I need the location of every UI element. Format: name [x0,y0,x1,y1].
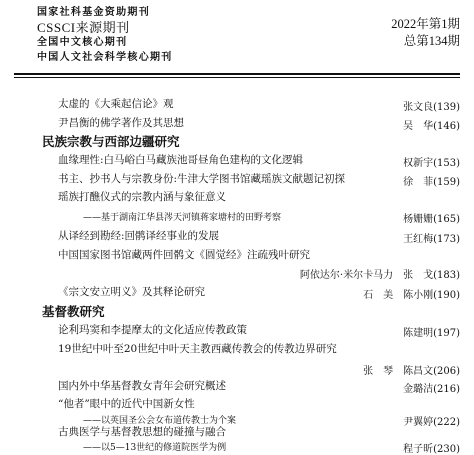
toc-entry-title[interactable]: 太虚的《大乘起信论》观 [58,98,174,110]
toc-entry-title[interactable]: “他者”眼中的近代中国新女性 [58,398,195,410]
total-issue: 总第134期 [403,34,460,48]
header-line-humanities: 中国人文社会科学核心期刊 [37,52,173,63]
toc-entry-title[interactable]: 尹昌衡的佛学著作及其思想 [58,117,184,129]
header-line-core: 全国中文核心期刊 [37,37,128,48]
year-issue: 2022年第1期 [391,17,460,31]
toc-entry-subtitle: ——以5—13世纪的修道院医学为例 [83,443,227,453]
toc-entry-title[interactable]: 19世纪中叶至20世纪中叶天主教西藏传教会的传教边界研究 [58,343,337,355]
toc-entry-author-page: 王红梅(173) [403,234,460,245]
section-heading-ethnic-religion: 民族宗教与西部边疆研究 [42,135,180,149]
toc-entry-author-page: 金璐洁(216) [403,384,460,395]
toc-entry-author-page: 尹翼婷(222) [403,417,460,428]
toc-entry-author-page: 阿依达尔·米尔卡马力 张 戈(183) [299,270,460,281]
toc-entry-title[interactable]: 论利玛窦和李提摩太的文化适应传教政策 [58,324,247,336]
toc-entry-author-page: 张 琴 陈昌文(206) [363,366,460,377]
toc-entry-author-page: 张文良(139) [403,102,460,113]
toc-entry-title[interactable]: 书主、抄书人与宗教身份:牛津大学图书馆藏瑶族文献题记初探 [58,173,346,185]
toc-entry-title[interactable]: 血缘理性:白马峪白马藏族池哥昼角色建构的文化逻辑 [58,154,304,166]
toc-entry-author-page: 杨姗姗(165) [403,214,460,225]
toc-entry-subtitle: ——以英国圣公会女布道传教士为个案 [83,416,237,426]
header-line-nssf: 国家社科基金资助期刊 [37,7,150,18]
toc-entry-author-page: 徐 菲(159) [403,177,460,188]
toc-entry-author-page: 陈建明(197) [403,328,460,339]
toc-entry-title[interactable]: 《宗文安立明义》及其释论研究 [58,286,205,298]
header-rule-thick [14,73,460,75]
toc-entry-title[interactable]: 从译经到勘经:回鹘译经事业的发展 [58,230,220,242]
toc-entry-title[interactable]: 瑶族打醮仪式的宗教内涵与象征意义 [58,191,226,203]
toc-entry-title[interactable]: 古典医学与基督教思想的碰撞与融合 [58,426,226,438]
toc-entry-title[interactable]: 国内外中华基督教女青年会研究概述 [58,380,226,392]
toc-entry-author-page: 吴 华(146) [403,121,460,132]
toc-entry-title[interactable]: 中国国家图书馆藏两件回鹘文《圆觉经》注疏残叶研究 [58,249,310,261]
toc-entry-author-page: 权新宇(153) [403,158,460,169]
section-heading-christianity: 基督教研究 [42,305,105,319]
header-rule-thin [14,77,460,78]
toc-entry-subtitle: ——基于湖南江华县涔天河镇蒋家塘村的田野考察 [83,213,282,223]
header-line-cssci: CSSCI来源期刊 [37,20,130,35]
toc-entry-author-page: 石 美 陈小刚(190) [363,290,460,301]
toc-entry-author-page: 程子昕(230) [403,444,460,455]
